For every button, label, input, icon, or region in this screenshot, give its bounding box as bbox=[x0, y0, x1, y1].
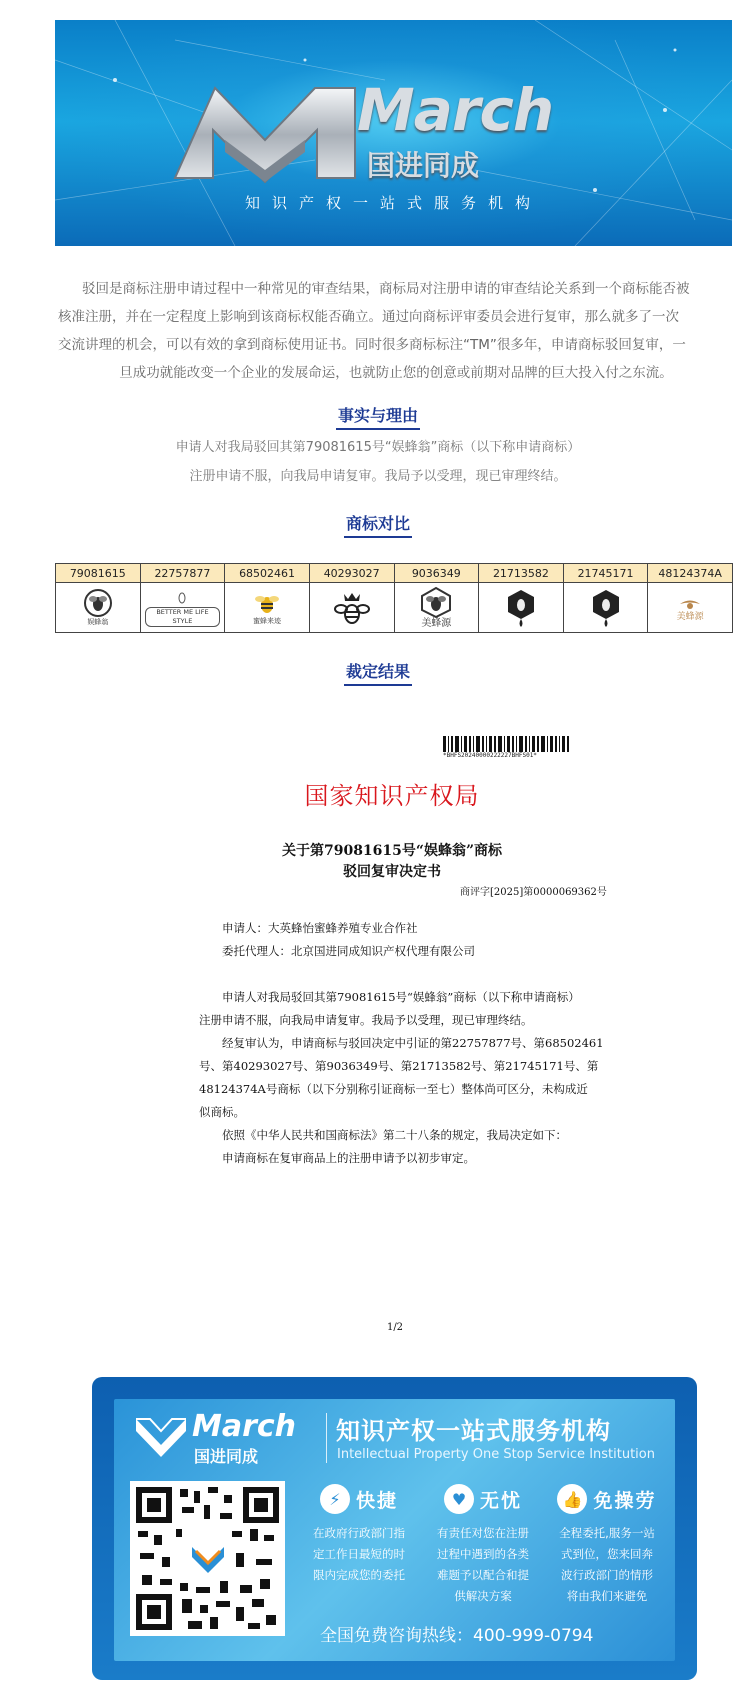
trademark-image bbox=[309, 583, 394, 633]
feature-desc: 全程委托,服务一站 式到位，您来回奔 波行政部门的情形 将由我们来避免 bbox=[559, 1526, 655, 1603]
trademark-image bbox=[140, 583, 225, 633]
intro-line: 旦成功就能改变一个企业的发展命运，也就防止您的创意或前期对品牌的巨大投入付之东流。 bbox=[119, 365, 673, 381]
facts-line: 注册申请不服，向我局申请复审。我局予以受理，现已审理终结。 bbox=[189, 469, 567, 484]
qr-code-image bbox=[136, 1487, 279, 1630]
body-line: 经复审认为，申请商标与驳回决定中引证的第22757877号、第68502461 bbox=[222, 1036, 604, 1050]
hotline: 全国免费咨询热线：400-999-0794 bbox=[320, 1626, 594, 1646]
trademark-image bbox=[648, 583, 733, 633]
barcode bbox=[443, 736, 571, 752]
header-banner bbox=[55, 20, 732, 246]
document-number: 商评字[2025]第0000069362号 bbox=[460, 887, 607, 898]
trademark-image bbox=[56, 583, 141, 633]
trademark-comparison-table bbox=[55, 563, 733, 633]
feature-fast bbox=[300, 1481, 418, 1586]
page-number: 1/2 bbox=[386, 1322, 404, 1333]
trademark-text: BETTER ME LIFE STYLE bbox=[145, 607, 221, 627]
footer-subtitle: Intellectual Property One Stop Service Institution bbox=[337, 1447, 655, 1462]
section-title-result: 裁定结果 bbox=[0, 659, 756, 686]
trademark-number: 9036349 bbox=[394, 564, 479, 583]
footer-title: 知识产权一站式服务机构 bbox=[336, 1417, 611, 1445]
feature-effortless bbox=[548, 1481, 666, 1607]
trademark-number: 22757877 bbox=[140, 564, 225, 583]
bee-circle-icon bbox=[83, 588, 113, 618]
agent-line: 委托代理人：北京国进同成知识产权代理有限公司 bbox=[222, 944, 475, 958]
contact-card bbox=[92, 1377, 697, 1680]
intro-line: 交流讲理的机会，可以有效的拿到商标使用证书。同时很多商标标注“TM”很多年，申请商标驳回复审，一 bbox=[58, 337, 686, 353]
crowned-bee-icon bbox=[332, 588, 372, 628]
trademark-number: 79081615 bbox=[56, 564, 141, 583]
facts-line: 申请人对我局驳回其第79081615号“娱蜂翁”商标（以下称申请商标） bbox=[175, 440, 581, 455]
body-line: 48124374A号商标（以下分别称引证商标一至七）整体尚可区分，未构成近 bbox=[199, 1082, 588, 1096]
banner-slogan: 知识产权一站式服务机构 bbox=[244, 194, 542, 212]
applicant-line: 申请人：大英蜂怡蜜蜂养殖专业合作社 bbox=[222, 921, 418, 935]
winged-emblem-icon bbox=[678, 597, 702, 611]
feature-name: 免操劳 bbox=[593, 1489, 657, 1512]
hexagon-bee-icon bbox=[418, 586, 454, 618]
trademark-text: 蜜蜂来迹 bbox=[253, 617, 282, 625]
section-title-facts: 事实与理由 bbox=[0, 403, 756, 430]
banner-brand-cn: 国进同成 bbox=[367, 149, 480, 182]
facts-text bbox=[0, 433, 756, 491]
trademark-image bbox=[479, 583, 564, 633]
table-header-row bbox=[56, 564, 733, 583]
body-line: 注册申请不服，向我局申请复审。我局予以受理，现已审理终结。 bbox=[199, 1013, 533, 1027]
barcode-text: *BHFS20240000222227BHFS01* bbox=[443, 752, 537, 759]
trademark-number: 21713582 bbox=[479, 564, 564, 583]
divider bbox=[326, 1413, 327, 1463]
qr-code bbox=[130, 1481, 285, 1636]
trademark-number: 21745171 bbox=[563, 564, 648, 583]
yellow-bee-icon bbox=[252, 589, 282, 617]
contact-card-inner bbox=[114, 1399, 675, 1661]
trademark-number: 68502461 bbox=[225, 564, 310, 583]
trademark-number: 48124374A bbox=[648, 564, 733, 583]
trademark-number: 40293027 bbox=[309, 564, 394, 583]
feature-worry-free bbox=[424, 1481, 542, 1607]
footer-brand-en: March bbox=[192, 1409, 297, 1444]
feature-desc: 在政府行政部门指 定工作日最短的时 限内完成您的委托 bbox=[313, 1526, 405, 1582]
small-bee-icon bbox=[175, 590, 189, 604]
thumbs-up-icon: 👍 bbox=[557, 1484, 587, 1514]
trademark-image bbox=[225, 583, 310, 633]
intro-paragraph bbox=[58, 275, 734, 387]
body-line: 号、第40293027号、第9036349号、第21713582号、第21745171号、第 bbox=[199, 1059, 599, 1073]
banner-brand-en: March bbox=[357, 76, 554, 144]
feature-name: 快捷 bbox=[355, 1489, 398, 1512]
agency-name: 国家知识产权局 bbox=[304, 782, 480, 810]
decision-subtitle: 驳回复审决定书 bbox=[343, 864, 441, 880]
trademark-text: 娱蜂翁 bbox=[87, 618, 109, 626]
feature-desc: 有责任对您在注册 过程中遇到的各类 难题予以配合和提 供解决方案 bbox=[437, 1526, 529, 1603]
body-line: 依照《中华人民共和国商标法》第二十八条的规定，我局决定如下： bbox=[222, 1128, 567, 1142]
body-line: 申请人对我局驳回其第79081615号“娱蜂翁”商标（以下称申请商标） bbox=[222, 990, 580, 1004]
intro-line: 驳回是商标注册申请过程中一种常见的审查结果，商标局对注册申请的审查结论关系到一个商标能否被 bbox=[82, 281, 690, 297]
intro-line: 核准注册，并在一定程度上影响到该商标权能否确立。通过向商标评审委员会进行复审，那么就多了一次 bbox=[58, 309, 679, 325]
footer-brand-cn: 国进同成 bbox=[194, 1447, 259, 1466]
trademark-image bbox=[394, 583, 479, 633]
lightning-icon: ⚡ bbox=[320, 1484, 350, 1514]
heart-icon: ♥ bbox=[444, 1484, 474, 1514]
decision-title: 关于第79081615号“娱蜂翁”商标 bbox=[281, 843, 503, 859]
body-line: 申请商标在复审商品上的注册申请予以初步审定。 bbox=[222, 1151, 475, 1165]
dark-hexagon-bee-icon bbox=[506, 588, 536, 628]
march-logo-icon bbox=[132, 1413, 190, 1461]
section-title-compare: 商标对比 bbox=[0, 511, 756, 538]
table-row-marks bbox=[56, 583, 733, 633]
body-line: 似商标。 bbox=[199, 1105, 245, 1119]
feature-name: 无忧 bbox=[479, 1489, 522, 1512]
trademark-image bbox=[563, 583, 648, 633]
trademark-text: 美蜂源 bbox=[676, 611, 704, 622]
dark-hexagon-bee-icon bbox=[591, 588, 621, 628]
trademark-text: 美蜂源 bbox=[421, 617, 452, 629]
